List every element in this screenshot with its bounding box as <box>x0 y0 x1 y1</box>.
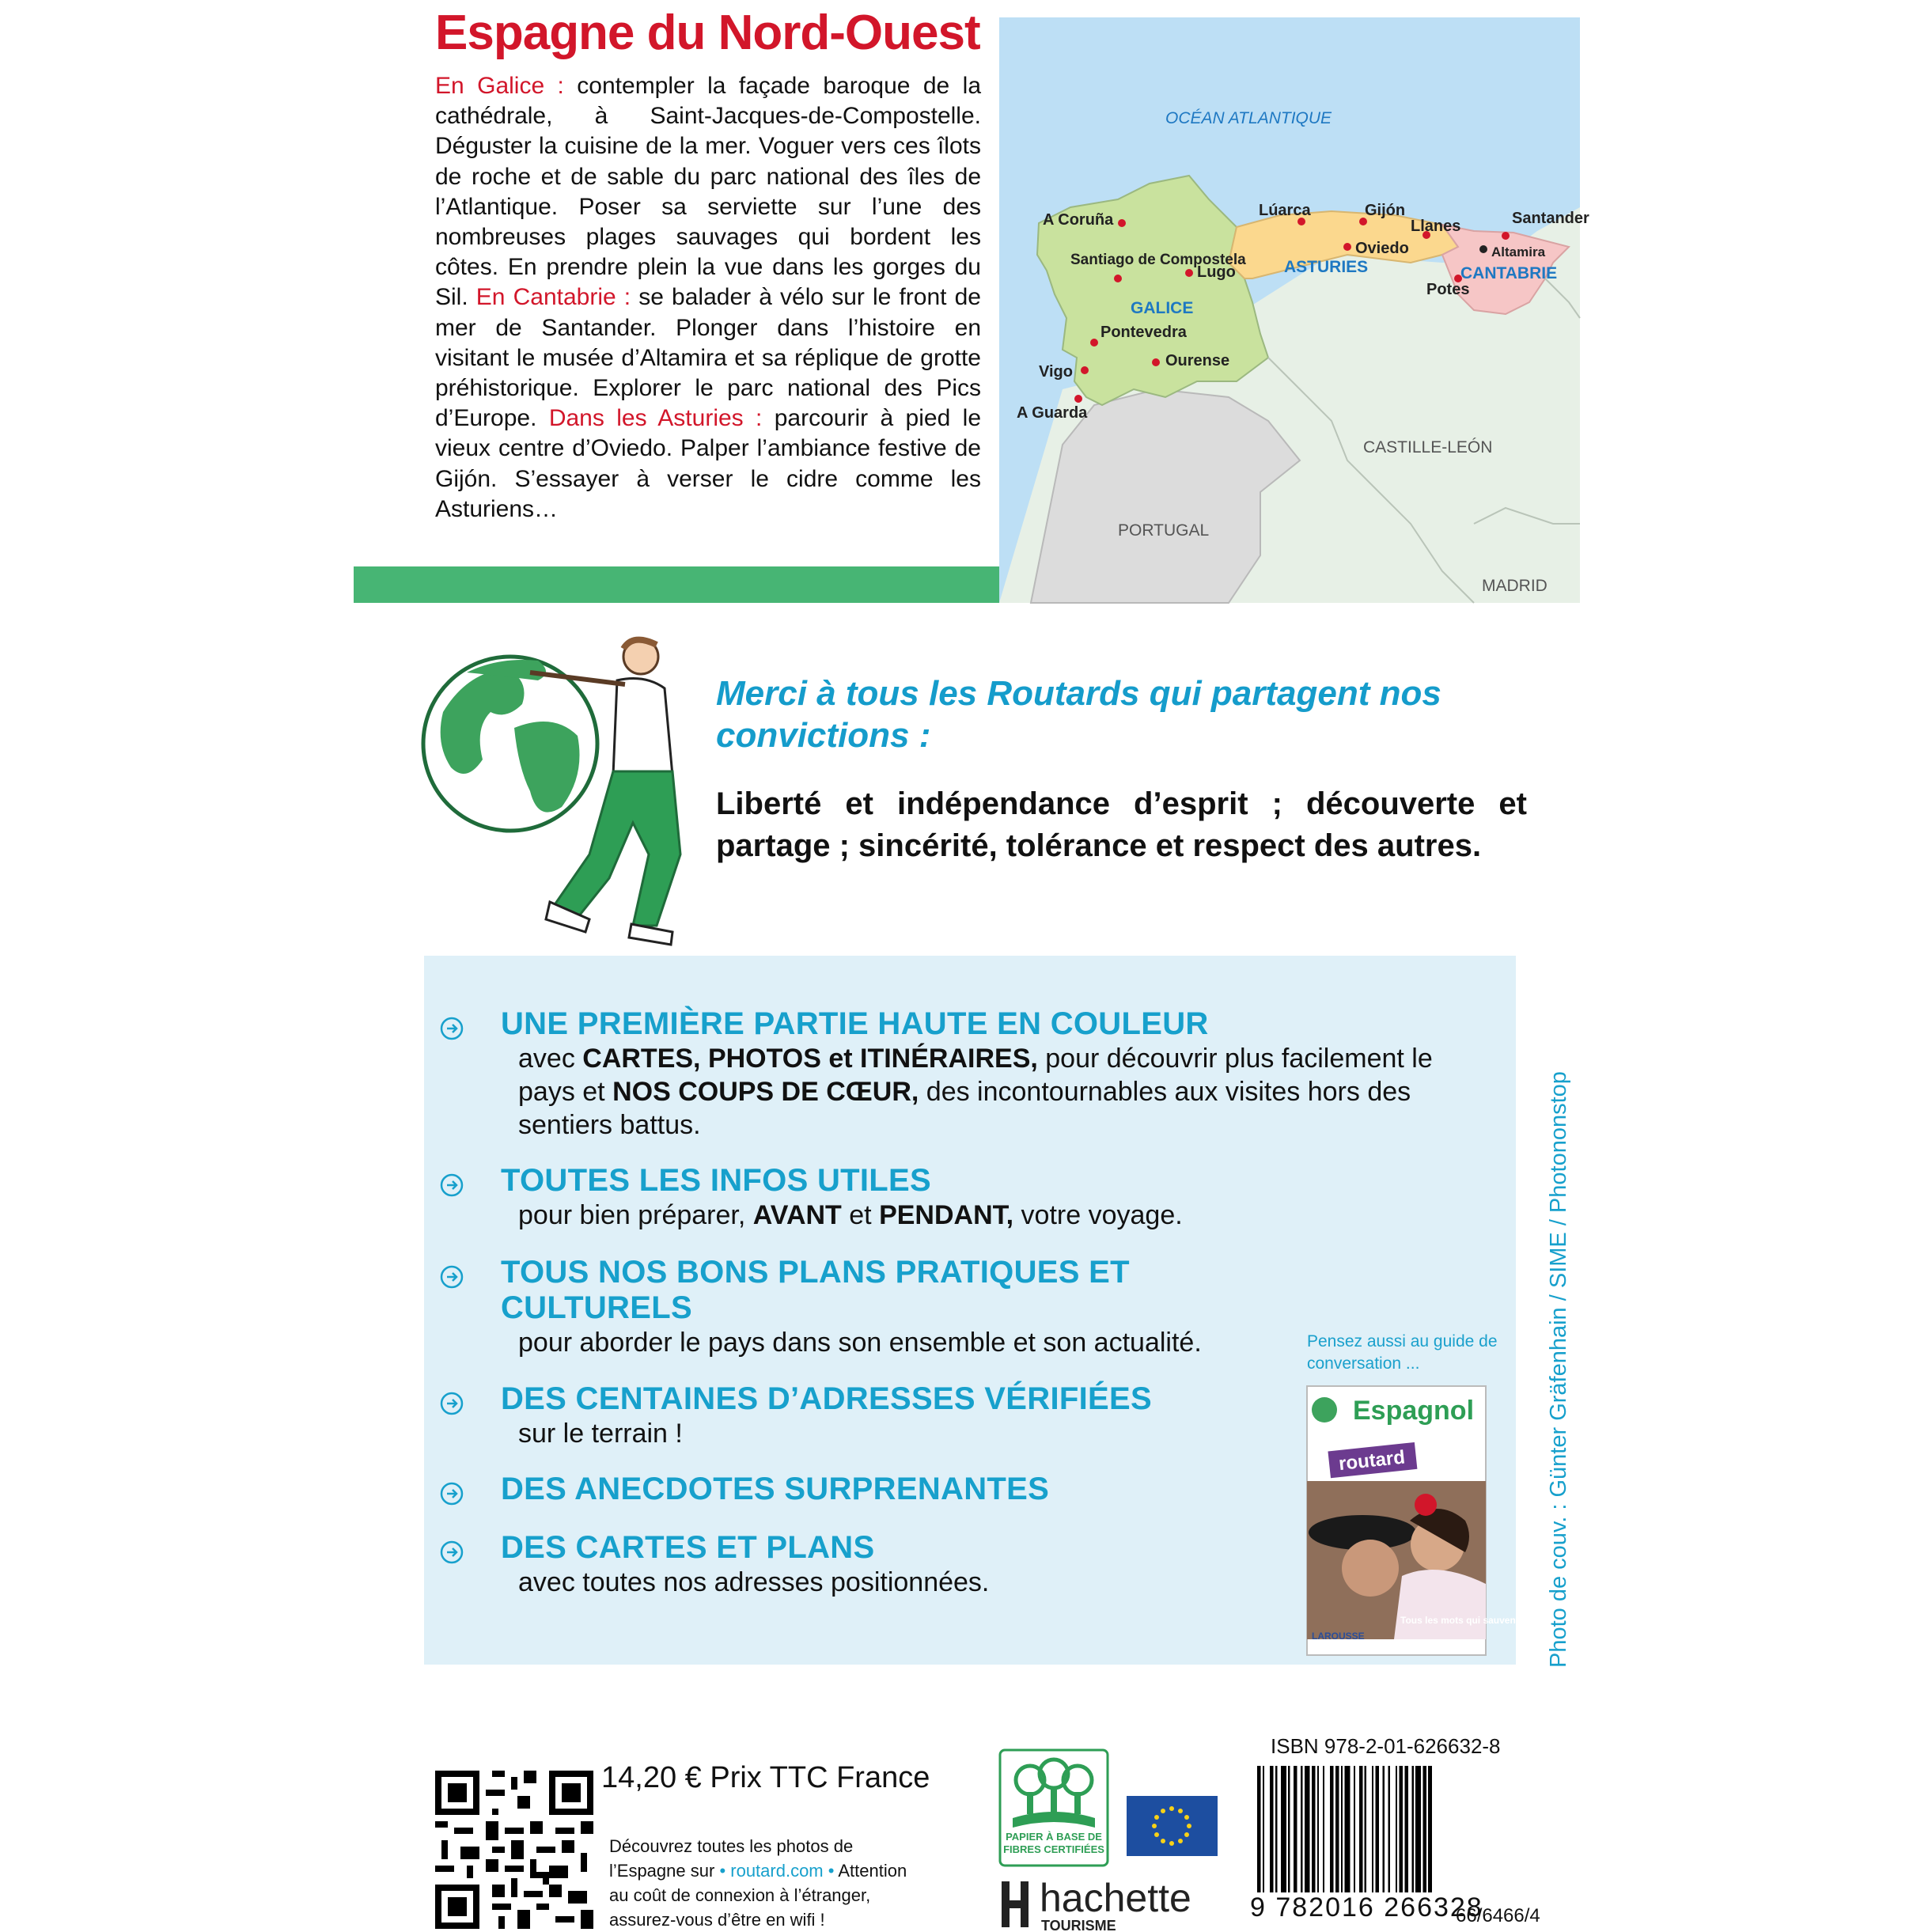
feature-item <box>439 1006 1468 1142</box>
city-altamira: Altamira <box>1491 244 1546 259</box>
region-label-galice: GALICE <box>1131 299 1194 317</box>
city-ourense: Ourense <box>1165 352 1230 369</box>
hachette-logo <box>998 1870 1204 1932</box>
intro-asturies-label: Dans les Asturies : <box>548 405 763 432</box>
book-brand: routard <box>1337 1446 1407 1476</box>
arrow-circle-icon <box>439 1264 464 1290</box>
photo-credit <box>1531 870 1578 1668</box>
green-band <box>354 566 999 603</box>
routard-link[interactable]: • routard.com • <box>719 1861 835 1881</box>
city-llanes: Llanes <box>1411 218 1461 235</box>
feature-heading: DES ANECDOTES SURPRENANTES <box>501 1472 1050 1506</box>
city-a-coruna: A Coruña <box>1043 211 1114 229</box>
intro-cantabrie-label: En Cantabrie : <box>475 284 631 311</box>
certified-fibres-text: PAPIER À BASE DE FIBRES CERTIFIÉES <box>1003 1831 1104 1855</box>
feature-body: sur le terrain ! <box>518 1419 683 1449</box>
intro-asturies-text: parcourir à pied le vieux centre d’Oviedo. Palper l’ambiance festive de Gijón. S’essayer à verser le cidre comme les Asturiens… <box>435 405 982 522</box>
feature-body: pour bien préparer, AVANT et PENDANT, votre voyage. <box>518 1200 1183 1230</box>
feature-body: avec CARTES, PHOTOS et ITINÉRAIRES, pour découvrir plus facilement le pays et NOS COUPS DE CŒUR, des incontournables aux visites hors des sentiers battus. <box>518 1044 1433 1140</box>
region-label-asturies: ASTURIES <box>1284 258 1369 276</box>
arrow-circle-icon <box>439 1172 464 1198</box>
intro-cantabrie-text: se balader à vélo sur le front de mer de Santander. Plonger dans l’histoire en visitant le musée d’Altamira et sa réplique de grotte préhistorique. Explorer le parc national des Pics d’Europe. <box>435 284 981 432</box>
city-gijon: Gijón <box>1365 202 1406 219</box>
barcode-number: 9 782016 266328 <box>1250 1892 1483 1923</box>
region-label-castille: CASTILLE-LEÓN <box>1363 438 1493 456</box>
book-title: Espagnol <box>1353 1396 1475 1426</box>
intro-paragraph <box>435 71 981 525</box>
arrow-circle-icon <box>439 1391 464 1416</box>
pensez-aussi-text: Pensez aussi au guide de conversation ... <box>1307 1332 1498 1373</box>
city-potes: Potes <box>1426 281 1470 298</box>
phrasebook-cover <box>1307 1386 1527 1655</box>
city-luarca: Lúarca <box>1259 202 1311 219</box>
region-label-madrid: MADRID <box>1482 577 1547 595</box>
city-santander: Santander <box>1512 210 1589 227</box>
barcode <box>1254 1766 1523 1892</box>
certified-fibres-logo <box>998 1748 1109 1867</box>
feature-item <box>439 1163 1468 1232</box>
qr-code[interactable] <box>435 1771 593 1929</box>
city-pontevedra: Pontevedra <box>1100 324 1187 341</box>
page-title: Espagne du Nord-Ouest <box>435 6 980 60</box>
eu-flag-icon <box>1127 1796 1218 1856</box>
city-vigo: Vigo <box>1039 363 1073 381</box>
photo-credit-text: Photo de couv. : Günter Gräfenhain / SIME / Photononstop <box>1546 1071 1571 1668</box>
intro-galice-text: contempler la façade baroque de la cathédrale, à Saint-Jacques-de-Compostelle. Déguster la cuisine de la mer. Voguer vers ces îlots de roche et de sable du parc national des îles de l’Atlantique. Poser sa serviette sur l’une des nombreuses plages sauvages qui bordent les côtes. En prendre plein la vue dans les gorges du Sil. <box>435 73 981 311</box>
city-santiago-line: Santiago de Compostela <box>1070 252 1246 268</box>
arrow-circle-icon <box>439 1481 464 1506</box>
region-map <box>999 17 1589 603</box>
region-label-portugal: PORTUGAL <box>1118 521 1210 540</box>
feature-heading: TOUTES LES INFOS UTILES <box>501 1163 931 1198</box>
hachette-sub: TOURISME <box>1041 1918 1116 1932</box>
ocean-label: OCÉAN ATLANTIQUE <box>1165 109 1332 127</box>
arrow-circle-icon <box>439 1016 464 1041</box>
region-label-cantabrie: CANTABRIE <box>1460 264 1558 282</box>
hachette-wordmark: hachette <box>1040 1876 1191 1920</box>
book-publisher: LAROUSSE <box>1312 1631 1365 1642</box>
arrow-circle-icon <box>439 1540 464 1565</box>
book-subtitle: Tous les mots qui sauvent... <box>1400 1615 1527 1626</box>
city-a-guarda: A Guarda <box>1017 404 1088 422</box>
feature-body: avec toutes nos adresses positionnées. <box>518 1567 990 1597</box>
discover-text: Découvrez toutes les photos de l’Espagne sur • routard.com • Attention au coût de connexion à l’étranger, assurez-vous d’être en wifi ! <box>609 1836 907 1930</box>
feature-heading: DES CARTES ET PLANS <box>501 1530 875 1565</box>
isbn: ISBN 978-2-01-626632-8 <box>1271 1734 1501 1758</box>
city-oviedo: Oviedo <box>1355 240 1409 257</box>
city-lugo: Lugo <box>1197 263 1236 281</box>
intro-galice-label: En Galice : <box>435 73 564 99</box>
feature-heading: TOUS NOS BONS PLANS PRATIQUES ET CULTURELS <box>501 1255 1130 1325</box>
feature-heading: UNE PREMIÈRE PARTIE HAUTE EN COULEUR <box>501 1006 1209 1041</box>
feature-body: pour aborder le pays dans son ensemble et son actualité. <box>518 1328 1202 1358</box>
feature-heading: DES CENTAINES D’ADRESSES VÉRIFIÉES <box>501 1381 1152 1416</box>
valeurs-text: Liberté et indépendance d’esprit ; découverte et partage ; sincérité, tolérance et respect des autres. <box>716 786 1527 863</box>
product-ref: 66/6466/4 <box>1456 1905 1540 1926</box>
price: 14,20 € Prix TTC France <box>601 1761 930 1794</box>
routard-walker-illustration <box>419 625 720 957</box>
merci-heading: Merci à tous les Routards qui partagent nos convictions : <box>716 674 1441 755</box>
